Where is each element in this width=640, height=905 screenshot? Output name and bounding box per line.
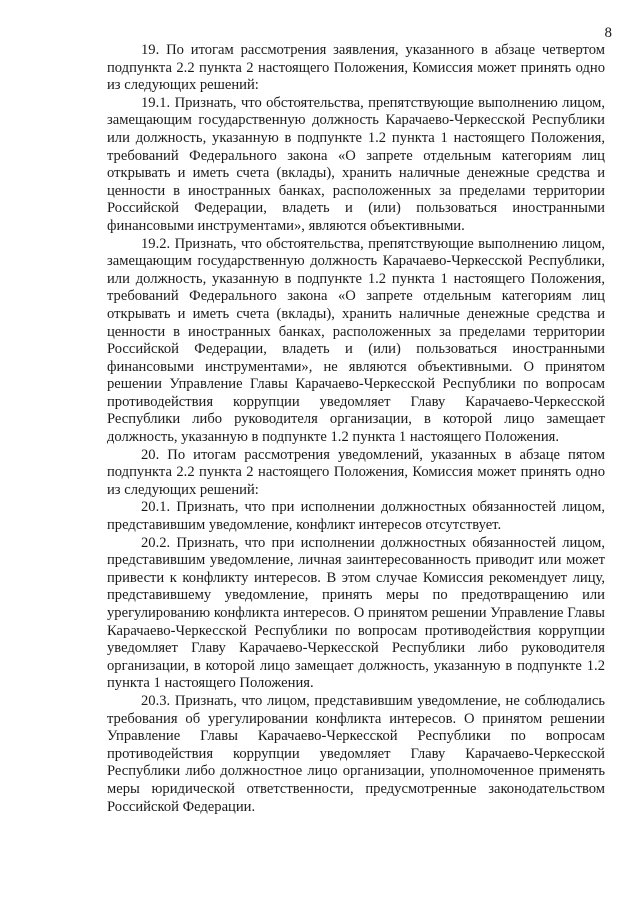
paragraph-19: 19. По итогам рассмотрения заявления, указанного в абзаце четвертом подпункта 2.2 пункта 2 настоящего Положения, Комиссия может принять одно из следующих решений:	[107, 42, 605, 94]
paragraph-20-1: 20.1. Признать, что при исполнении должностных обязанностей лицом, представившим уведомление, конфликт интересов отсутствует.	[107, 499, 605, 534]
document-body	[107, 42, 605, 816]
paragraph-19-2: 19.2. Признать, что обстоятельства, препятствующие выполнению лицом, замещающим государственную должность Карачаево-Черкесской Республики, или должность, указанную в подпункте 1.2 пункта 1 настоящего Положения, требований Федерального закона «О запрете отдельным категориям лиц открывать и иметь счета (вклады), хранить наличные денежные средства и ценности в иностранных банках, расположенных за пределами территории Российской Федерации, владеть и (или) пользоваться иностранными финансовыми инструментами», не являются объективными. О принятом решении Управление Главы Карачаево-Черкесской Республики по вопросам противодействия коррупции уведомляет Главу Карачаево-Черкесской Республики либо руководителя организации, в которой лицо замещает должность, указанную в подпункте 1.2 пункта 1 настоящего Положения.	[107, 235, 605, 446]
paragraph-19-1: 19.1. Признать, что обстоятельства, препятствующие выполнению лицом, замещающим государственную должность Карачаево-Черкесской Республики или должность, указанную в подпункте 1.2 пункта 1 настоящего Положения, требований Федерального закона «О запрете отдельным категориям лиц открывать и иметь счета (вклады), хранить наличные денежные средства и ценности в иностранных банках, расположенных за пределами территории Российской Федерации, владеть и (или) пользоваться иностранными финансовыми инструментами», являются объективными.	[107, 94, 605, 234]
paragraph-20: 20. По итогам рассмотрения уведомлений, указанных в абзаце пятом подпункта 2.2 пункта 2 настоящего Положения, Комиссия может принять одно из следующих решений:	[107, 446, 605, 498]
page-number: 8	[604, 25, 612, 41]
paragraph-20-2: 20.2. Признать, что при исполнении должностных обязанностей лицом, представившим уведомление, личная заинтересованность приводит или может привести к конфликту интересов. В этом случае Комиссия рекомендует лицу, представившему уведомление, принять меры по предотвращению или урегулированию конфликта интересов. О принятом решении Управление Главы Карачаево-Черкесской Республики по вопросам противодействия коррупции уведомляет Главу Карачаево-Черкесской Республики либо руководителя организации, в которой лицо замещает должность, указанную в подпункте 1.2 пункта 1 настоящего Положения.	[107, 534, 605, 692]
paragraph-20-3: 20.3. Признать, что лицом, представившим уведомление, не соблюдались требования об урегулировании конфликта интересов. О принятом решении Управление Главы Карачаево-Черкесской Республики по вопросам противодействия коррупции уведомляет Главу Карачаево-Черкесской Республики либо должностное лицо организации, уполномоченное применять меры юридической ответственности, предусмотренные законодательством Российской Федерации.	[107, 692, 605, 815]
